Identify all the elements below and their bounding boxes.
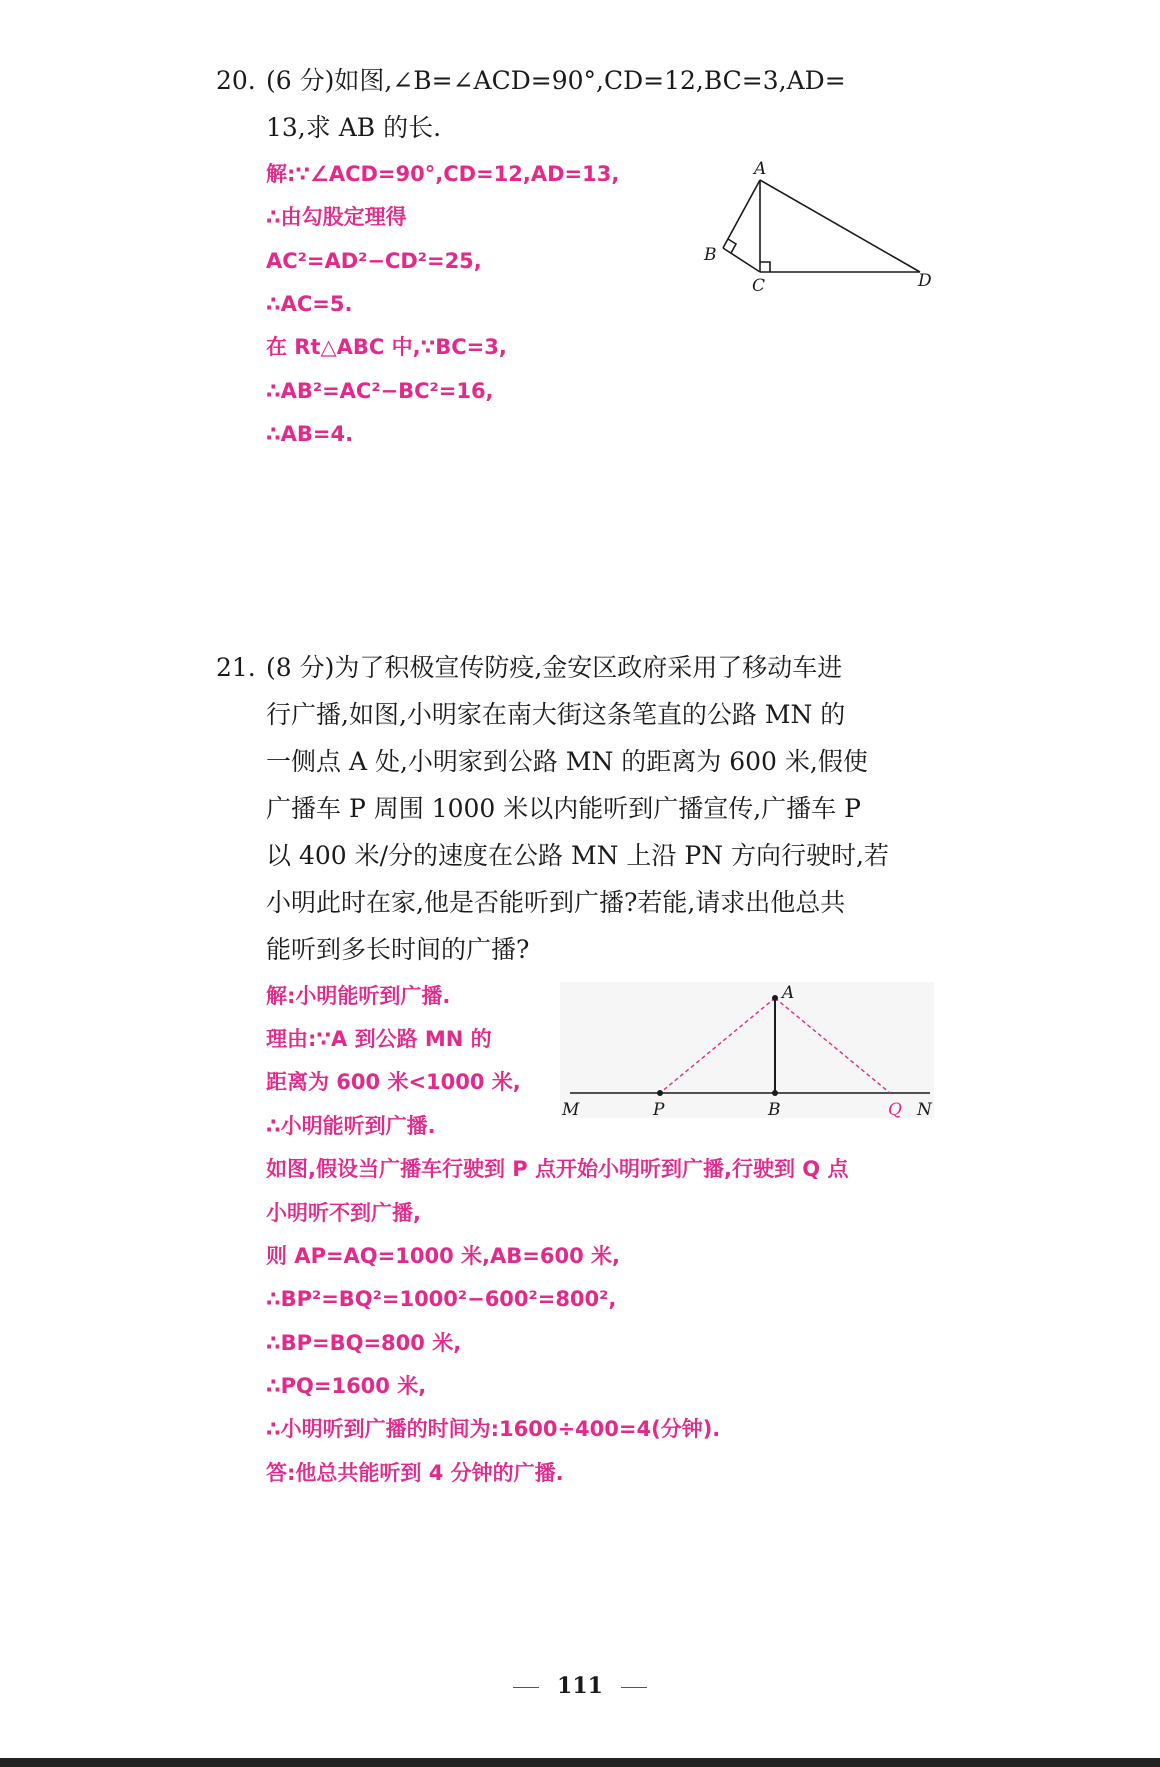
solution-line: ∴BP²=BQ²=1000²−600²=800², xyxy=(266,1287,617,1311)
problem-number: 21. xyxy=(216,653,256,682)
label-p: P xyxy=(653,1100,665,1120)
segment-ab xyxy=(723,180,760,248)
solution-line: ∴AC=5. xyxy=(266,292,353,316)
label-b: B xyxy=(704,245,717,265)
road-figure xyxy=(560,980,934,1120)
solution-line: ∴PQ=1600 米, xyxy=(266,1374,427,1398)
solution-line: 距离为 600 米<1000 米, xyxy=(266,1070,521,1094)
figure-background xyxy=(560,982,934,1118)
solution-line: ∴小明能听到广播. xyxy=(266,1114,436,1138)
solution-line: 如图,假设当广播车行驶到 P 点开始小明听到广播,行驶到 Q 点 xyxy=(266,1157,849,1181)
question-line: 能听到多长时间的广播? xyxy=(266,935,530,964)
triangle-figure xyxy=(690,150,940,300)
solution-line: 答:他总共能听到 4 分钟的广播. xyxy=(266,1461,564,1485)
question-line: 一侧点 A 处,小明家到公路 MN 的距离为 600 米,假使 xyxy=(266,747,868,776)
right-angle-mark-c xyxy=(760,262,770,272)
right-angle-mark-b xyxy=(728,239,736,253)
solution-line: 小明听不到广播, xyxy=(266,1201,421,1225)
solution-line: 则 AP=AQ=1000 米,AB=600 米, xyxy=(266,1244,620,1268)
solution-line: ∴BP=BQ=800 米, xyxy=(266,1331,462,1355)
question-line: 以 400 米/分的速度在公路 MN 上沿 PN 方向行驶时,若 xyxy=(266,841,889,870)
label-q: Q xyxy=(888,1100,902,1120)
question-line: 行广播,如图,小明家在南大街这条笔直的公路 MN 的 xyxy=(266,700,846,729)
question-line: 小明此时在家,他是否能听到广播?若能,请求出他总共 xyxy=(266,888,846,917)
solution-line: 解:小明能听到广播. xyxy=(266,984,451,1008)
point-p xyxy=(657,1090,663,1096)
segment-bc xyxy=(723,248,760,272)
page-footer xyxy=(0,1673,1160,1699)
solution-line: AC²=AD²−CD²=25, xyxy=(266,249,482,273)
solution-line: ∴由勾股定理得 xyxy=(266,205,407,229)
question-line: (8 分)为了积极宣传防疫,金安区政府采用了移动车进 xyxy=(266,653,843,682)
point-b xyxy=(772,1090,778,1096)
segment-ad xyxy=(760,180,920,272)
footer-dash-left xyxy=(513,1687,539,1688)
solution-line: ∴小明听到广播的时间为:1600÷400=4(分钟). xyxy=(266,1417,721,1441)
point-a xyxy=(772,995,778,1001)
label-c: C xyxy=(752,276,766,296)
label-d: D xyxy=(918,271,932,291)
label-b: B xyxy=(768,1100,781,1120)
bottom-bar xyxy=(0,1758,1160,1767)
label-n: N xyxy=(917,1100,932,1120)
question-line: (6 分)如图,∠B=∠ACD=90°,CD=12,BC=3,AD= xyxy=(266,66,846,95)
label-a: A xyxy=(754,159,767,179)
question-line: 13,求 AB 的长. xyxy=(266,113,442,142)
label-a: A xyxy=(782,983,795,1003)
solution-line: 解:∵∠ACD=90°,CD=12,AD=13, xyxy=(266,162,620,186)
page-number: 111 xyxy=(557,1673,603,1699)
question-line: 广播车 P 周围 1000 米以内能听到广播宣传,广播车 P xyxy=(266,794,861,823)
solution-line: 在 Rt△ABC 中,∵BC=3, xyxy=(266,335,507,359)
solution-line: ∴AB²=AC²−BC²=16, xyxy=(266,379,494,403)
footer-dash-right xyxy=(621,1687,647,1688)
solution-line: ∴AB=4. xyxy=(266,422,354,446)
label-m: M xyxy=(562,1100,580,1120)
solution-line: 理由:∵A 到公路 MN 的 xyxy=(266,1027,492,1051)
problem-number: 20. xyxy=(216,66,256,95)
